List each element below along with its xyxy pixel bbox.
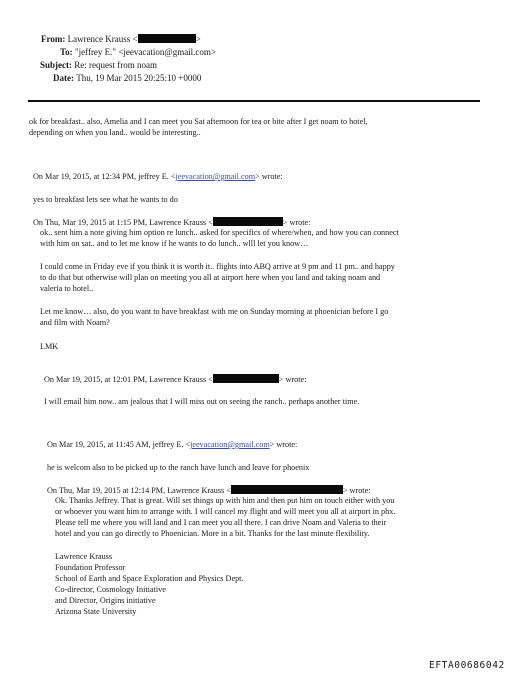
quote-5-line-2: or whoever you want him to arrange with. I will cancel my flight and will meet you all at airport in phx. [55,507,396,516]
date-value: Thu, 19 Mar 2015 20:25:10 +0000 [76,73,202,83]
to-label: To: [60,47,73,57]
quote-2-line-2: with him on sat.. and to let me know if he wants to do lunch.. wlll let you know… [40,239,309,248]
email-link[interactable]: jeevacation@gmail.com [190,440,270,449]
quote-2-p2-line-2: to do that but otherwise will plan on meeting you all at airport here when you land and taking noam and [40,273,381,282]
lmk-text: LMK [40,342,59,351]
signature-name: Lawrence Krauss [55,552,113,561]
redaction-bar [231,485,343,494]
quote-2-line-1: ok.. sent him a note giving him option re lunch.. asked for specifics of where/when, and how you can connect [40,228,399,237]
quote-text-4: he is welcom also to be picked up to the ranch have lunch and leave for phoenix [47,463,310,472]
date-label: Date: [53,73,74,83]
from-label: From: [41,34,66,44]
quote-2-p2-line-3: valeria to hotel.. [40,284,94,293]
quote-5-line-1: Ok. Thanks Jeffrey. That is great. Will set things up with him and then put him on touch either with you [55,496,395,505]
redaction-bar [138,34,196,43]
quote-header-2: On Thu, Mar 19, 2015 at 1:15 PM, Lawrence Krauss < > wrote: [33,218,311,227]
quote-header-1: On Mar 19, 2015, at 12:34 PM, jeffrey E. <jeevacation@gmail.com> wrote: [33,172,283,181]
date-row [53,73,201,83]
quote-text-3: I will email him now.. am jealous that I will miss out on seeing the ranch.. perhaps another time. [44,397,360,406]
from-row: From: Lawrence Krauss < > [41,34,201,44]
reply-line-1: ok for breakfast.. also, Amelia and I can meet you Sat afternoon for tea or bite after I get noam to hotel, [29,117,368,126]
signature-title-2: School of Earth and Space Exploration and Physics Dept. [55,574,244,583]
signature-title-1: Foundation Professor [55,563,126,572]
quote-header-5: On Thu, Mar 19, 2015 at 12:14 PM, Lawrence Krauss < > wrote: [47,486,371,495]
redaction-bar [213,217,283,226]
quote-2-p3-line-1: Let me know… also, do you want to have breakfast with me on Sunday morning at phoenician before I go [40,307,389,316]
signature-title-4: and Director, Origins initiative [55,596,156,605]
signature-org: Arizona State University [55,607,137,616]
quote-header-3: On Mar 19, 2015, at 12:01 PM, Lawrence Krauss < > wrote: [44,375,307,384]
quote-2-p3-line-2: and film with Noam? [40,318,110,327]
header-divider [28,100,480,102]
reply-line-2: depending on when you land.. would be interesting.. [29,128,201,137]
subject-label: Subject: [40,60,72,70]
signature-title-3: Co-director, Cosmology Initiative [55,585,166,594]
subject-value: Re: request from noam [74,60,157,70]
from-value: Lawrence Krauss < [67,34,138,44]
redaction-bar [213,374,279,383]
to-row [60,47,216,57]
to-value: "jeffrey E." <jeevacation@gmail.com> [74,47,217,57]
quote-5-line-3: Please tell me where you will land and I can meet you all there. I can drive Noam and Valeria to their [55,518,387,527]
bates-number: EFTA00686042 [429,660,505,671]
quote-5-line-4: hotel and you can go directly to Phoenician. More in a bit. Thanks for the last minute flexibility. [55,529,370,538]
quote-header-4: On Mar 19, 2015, at 11:45 AM, jeffrey E. <jeevacation@gmail.com> wrote: [47,440,298,449]
quote-text-1: yes to breakfast lets see what he wants to do [33,195,178,204]
email-link[interactable]: jeevacation@gmail.com [175,172,256,181]
subject-row [40,60,157,70]
quote-2-p2-line-1: I could come in Friday eve if you think it is worth it.. flights into ABQ arrive at 9 pm and 11 pm.. and happy [40,262,395,271]
